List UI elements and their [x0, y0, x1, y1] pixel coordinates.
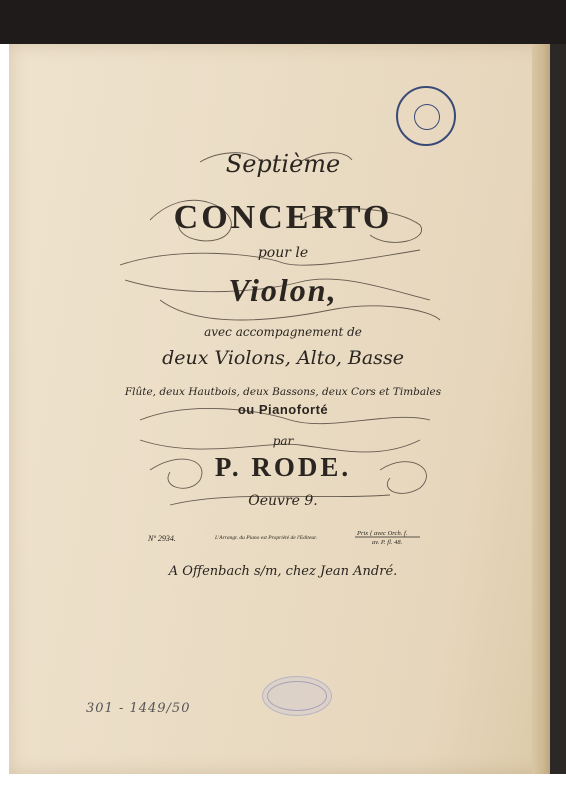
pour-le-text: pour le	[257, 245, 309, 261]
oval-stamp-ring	[267, 681, 327, 711]
plate-number: Nº 2934.	[148, 534, 176, 543]
stamp-inner-ring	[414, 104, 440, 130]
author-name: P. RODE.	[214, 452, 352, 482]
par-text: par	[272, 434, 294, 448]
price-line-2: av. P. fl. 48.	[372, 539, 403, 546]
accompaniment-line-3: Flûte, deux Hautbois, deux Bassons, deux Cors et Timbales	[124, 386, 442, 398]
ordinal-title: Septième	[225, 150, 341, 178]
accompaniment-line-4: ou Pianoforté	[237, 402, 329, 417]
arrangement-note: L'Arrangt. du Piano est Propriété de l'Editeur.	[215, 535, 318, 541]
oval-stamp	[262, 676, 332, 716]
price-line-1: Prix { avec Orch. f.	[357, 530, 408, 537]
accompaniment-line-1: avec accompagnement de	[204, 325, 362, 339]
shelfmark: 301 - 1449/50	[86, 701, 191, 716]
publisher-line: A Offenbach s/m, chez Jean André.	[168, 564, 398, 579]
opus-number: Oeuvre 9.	[248, 493, 318, 509]
library-stamp	[396, 86, 456, 146]
instrument-title: Violon,	[228, 272, 338, 308]
concerto-title: CONCERTO	[173, 199, 393, 236]
accompaniment-line-2: deux Violons, Alto, Basse	[162, 347, 404, 369]
